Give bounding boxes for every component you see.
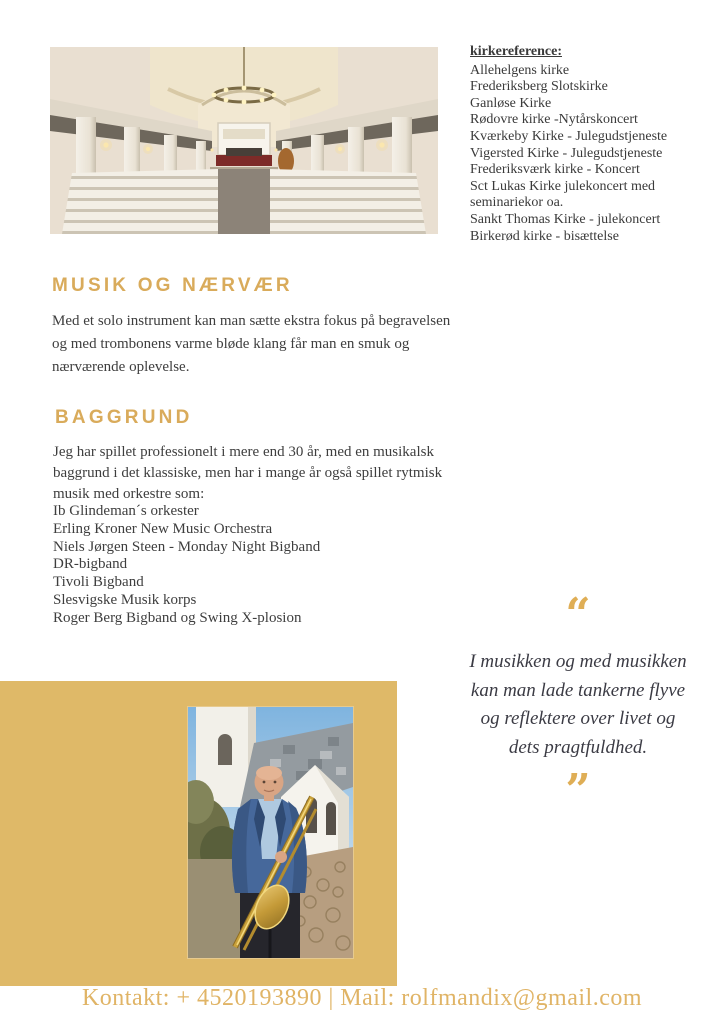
church-references — [470, 44, 718, 245]
orchestra-item: Roger Berg Bigband og Swing X-plosion — [53, 609, 302, 626]
reference-item: Sct Lukas Kirke julekoncert med seminariekor oa. — [470, 178, 656, 211]
reference-item: Rødovre kirke -Nytårskoncert — [470, 112, 638, 128]
orchestra-item: DR-bigband — [53, 556, 128, 573]
reference-item: Vigersted Kirke - Julegudstjeneste — [470, 145, 663, 161]
orchestra-item: Niels Jørgen Steen - Monday Night Bigband — [53, 538, 321, 555]
references-list — [470, 63, 718, 246]
musik-paragraph: Med et solo instrument kan man sætte ekstra fokus på begravelsen og med trombonens varme bløde klang får man en smuk og nærværende oplevelse. — [52, 313, 451, 375]
references-heading: kirkereference: — [470, 44, 562, 59]
reference-item: Sankt Thomas Kirke - julekoncert — [470, 211, 661, 227]
section-heading-baggrund: BAGGRUND — [55, 407, 193, 428]
reference-item: Frederiksberg Slotskirke — [470, 79, 608, 95]
trombonist-portrait-photo — [188, 707, 353, 958]
reference-item: Allehelgens kirke — [470, 62, 570, 78]
contact-line: Kontakt: + 4520193890 | Mail: rolfmandix@gmail.com — [81, 985, 643, 1011]
reference-item: Frederiksværk kirke - Koncert — [470, 162, 640, 178]
orchestra-item: Ib Glindeman´s orkester — [53, 503, 199, 519]
reference-item: Kværkeby Kirke - Julegudstjeneste — [470, 128, 668, 144]
orchestra-list — [53, 503, 463, 628]
orchestra-item: Slesvigske Musik korps — [53, 591, 197, 608]
section-heading-musik: MUSIK OG NÆRVÆR — [52, 275, 293, 296]
reference-item: Ganløse Kirke — [470, 95, 552, 111]
reference-item: Birkerød kirke - bisættelse — [470, 228, 619, 244]
quote-close-icon: ” — [565, 765, 591, 816]
quote-text: I musikken og med musikken kan man lade tankerne flyve og reflektere over livet og dets pragtfuldhed. — [469, 651, 687, 758]
baggrund-paragraph: Jeg har spillet professionelt i mere end 30 år, med en musikalsk baggrund i det klassiske, men har i mange år også spillet rytmisk musik med orkestre som: — [53, 444, 443, 502]
orchestra-item: Tivoli Bigband — [53, 574, 144, 591]
church-interior-photo — [50, 47, 438, 234]
orchestra-item: Erling Kroner New Music Orchestra — [53, 520, 273, 537]
pull-quote — [468, 589, 688, 816]
quote-open-icon: “ — [565, 589, 591, 640]
